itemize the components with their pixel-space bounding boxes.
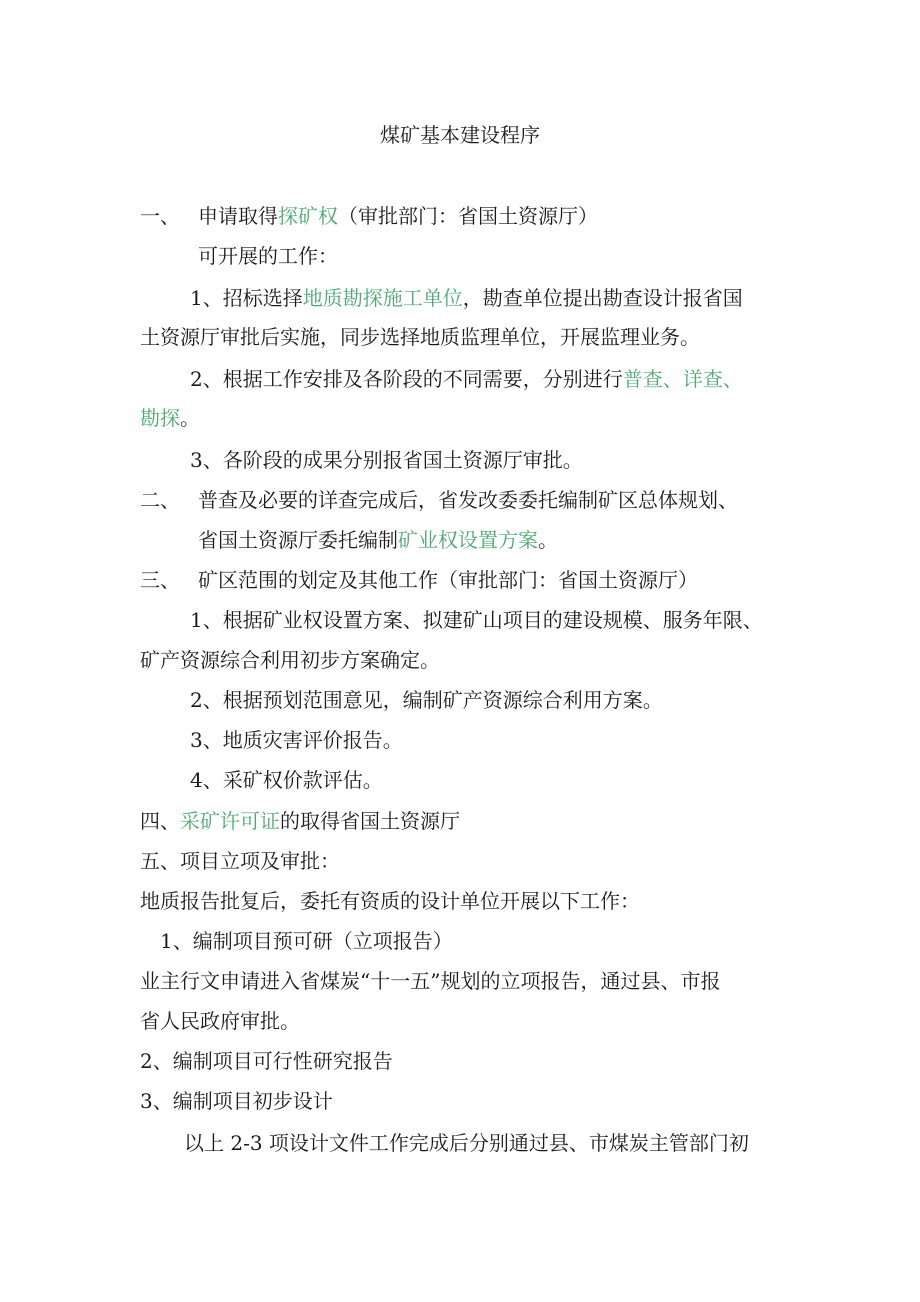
section-1-item-2-continued — [140, 405, 200, 431]
section-text: 四、 — [140, 809, 180, 833]
highlight-term: 矿业权设置方案 — [398, 528, 538, 552]
section-text: 省国土资源厅委托编制 — [198, 528, 398, 552]
highlight-term: 普查、详查、 — [622, 367, 743, 391]
section-5-item-3: 3、编制项目初步设计 — [140, 1089, 333, 1113]
section-4-heading — [140, 808, 460, 834]
section-1-item-1 — [190, 285, 743, 311]
section-5-final-paragraph: 以上 2-3 项设计文件工作完成后分别通过县、市煤炭主管部门初 — [184, 1131, 749, 1155]
section-5-item-1: 1、编制项目预可研（立项报告） — [160, 929, 453, 953]
section-3-item-3: 3、地质灾害评价报告。 — [190, 728, 403, 752]
section-number: 一、 — [140, 204, 180, 228]
section-5-item-1-description: 业主行文申请进入省煤炭“十一五”规划的立项报告，通过县、市报 — [140, 969, 721, 993]
section-2-heading — [140, 487, 738, 513]
highlight-term: 勘探 — [140, 406, 180, 430]
section-1-item-3: 3、各阶段的成果分别报省国土资源厅审批。 — [190, 448, 583, 472]
section-2-continued — [198, 527, 558, 553]
section-text: 普查及必要的详查完成后，省发改委委托编制矿区总体规划、 — [198, 488, 738, 512]
section-5-item-2: 2、编制项目可行性研究报告 — [140, 1049, 393, 1073]
section-5-heading: 五、项目立项及审批： — [140, 849, 340, 873]
section-5-item-1-description-continued: 省人民政府审批。 — [140, 1009, 300, 1033]
section-5-intro: 地质报告批复后，委托有资质的设计单位开展以下工作： — [140, 889, 640, 913]
section-text: 申请取得 — [198, 204, 278, 228]
highlight-term: 探矿权 — [278, 204, 338, 228]
section-1-subheading: 可开展的工作： — [198, 244, 338, 268]
section-3-heading — [140, 567, 698, 593]
section-1-item-1-continued: 土资源厅审批后实施，同步选择地质监理单位，开展监理业务。 — [140, 325, 700, 349]
highlight-term: 地质勘探施工单位 — [302, 286, 463, 310]
section-1-heading — [140, 203, 598, 229]
item-text: 1、招标选择 — [190, 286, 303, 310]
section-text: （审批部门：省国土资源厅） — [338, 204, 598, 228]
item-text: 。 — [180, 406, 200, 430]
item-text: ，勘查单位提出勘查设计报省国 — [462, 286, 743, 310]
section-number: 二、 — [140, 488, 180, 512]
highlight-term: 采矿许可证 — [180, 809, 280, 833]
item-text: 2、根据工作安排及各阶段的不同需要，分别进行 — [190, 367, 623, 391]
section-number: 三、 — [140, 568, 180, 592]
section-3-item-1: 1、根据矿业权设置方案、拟建矿山项目的建设规模、服务年限、 — [190, 608, 763, 632]
section-text: 矿区范围的划定及其他工作（审批部门：省国土资源厅） — [198, 568, 698, 592]
section-1-item-2 — [190, 366, 743, 392]
section-3-item-4: 4、采矿权价款评估。 — [190, 768, 383, 792]
section-3-item-2: 2、根据预划范围意见，编制矿产资源综合利用方案。 — [190, 688, 663, 712]
section-text: 。 — [538, 528, 558, 552]
section-3-item-1-continued: 矿产资源综合利用初步方案确定。 — [140, 648, 440, 672]
section-text: 的取得省国土资源厅 — [280, 809, 460, 833]
page-title: 煤矿基本建设程序 — [380, 123, 540, 147]
